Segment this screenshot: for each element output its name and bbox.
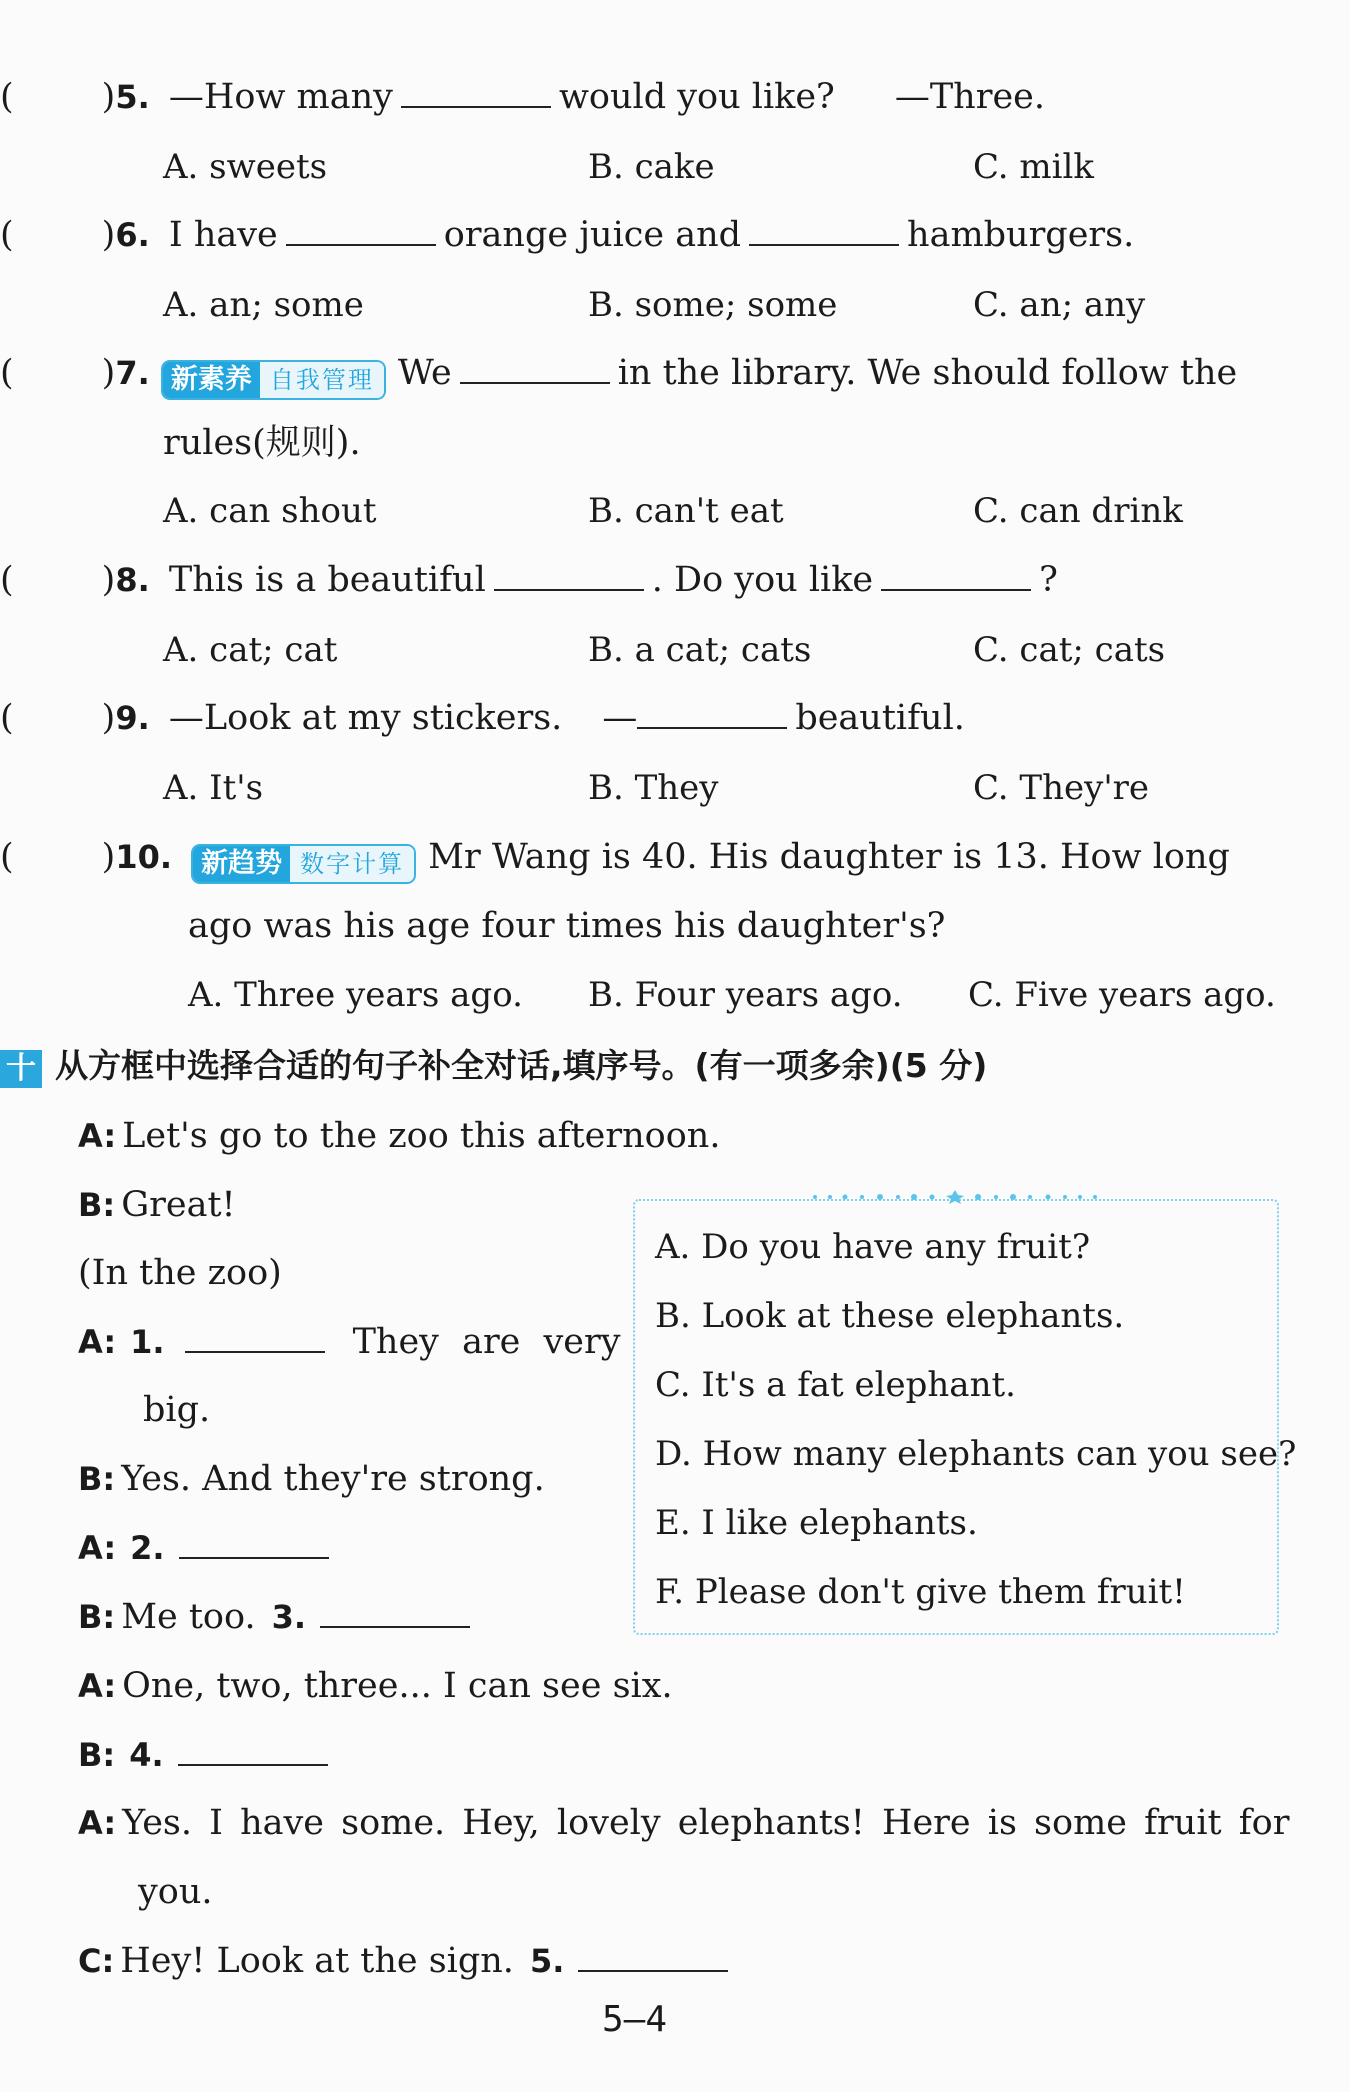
answer-paren-open[interactable]: (: [0, 353, 14, 393]
q10-option-c[interactable]: C. Five years ago.: [968, 975, 1276, 1015]
q5-stem: ( )5. —How many would you like? —Three.: [0, 77, 1045, 117]
answer-blank[interactable]: [286, 243, 436, 246]
answer-blank[interactable]: [637, 726, 787, 729]
q8-option-b[interactable]: B. a cat; cats: [588, 630, 812, 670]
q6-option-a[interactable]: A. an; some: [163, 285, 364, 325]
page-number: 5—4: [602, 1999, 668, 2040]
box-option-e[interactable]: E. I like elephants.: [655, 1503, 978, 1543]
q5-option-c[interactable]: C. milk: [973, 147, 1095, 187]
dialogue-line: B: Great!: [78, 1185, 236, 1225]
question-number: 9.: [115, 699, 150, 737]
q9-stem: ( )9. —Look at my stickers. — beautiful.: [0, 698, 965, 738]
dialogue-line-cont: big.: [143, 1390, 211, 1430]
dialogue-line: B: Me too. 3.: [78, 1600, 478, 1635]
q5-option-a[interactable]: A. sweets: [163, 147, 328, 187]
q7-stem: ( )7. 新素养 自我管理 We in the library. We should follow the: [0, 356, 1237, 400]
q7-option-a[interactable]: A. can shout: [163, 491, 377, 531]
q8-stem: ( )8. This is a beautiful . Do you like ?: [0, 560, 1058, 600]
q9-option-b[interactable]: B. They: [588, 768, 719, 808]
answer-blank-4[interactable]: [178, 1763, 328, 1766]
answer-blank[interactable]: [401, 105, 551, 108]
answer-blank-3[interactable]: [320, 1625, 470, 1628]
answer-blank-2[interactable]: [179, 1556, 329, 1559]
q5-option-b[interactable]: B. cake: [588, 147, 715, 187]
box-option-a[interactable]: A. Do you have any fruit?: [655, 1227, 1091, 1267]
dialogue-scene-note: (In the zoo): [78, 1253, 282, 1293]
q10-option-a[interactable]: A. Three years ago.: [188, 975, 523, 1015]
question-number: 10.: [115, 838, 172, 876]
answer-blank[interactable]: [881, 588, 1031, 591]
question-number: 6.: [115, 216, 150, 254]
q6-stem: ( )6. I have orange juice and hamburgers.: [0, 215, 1135, 255]
q9-option-a[interactable]: A. It's: [163, 768, 264, 808]
answer-paren-open[interactable]: (: [0, 560, 14, 600]
tag-badge: 新素养 自我管理: [161, 360, 386, 400]
tag-badge: 新趋势 数字计算: [191, 844, 416, 884]
answer-blank[interactable]: [494, 588, 644, 591]
box-option-c[interactable]: C. It's a fat elephant.: [655, 1365, 1016, 1405]
dialogue-line: A: Yes. I have some. Hey, lovely elephants! Here is some fruit for: [78, 1803, 1290, 1843]
dialogue-line-cont: you.: [138, 1872, 213, 1912]
box-option-b[interactable]: B. Look at these elephants.: [655, 1296, 1125, 1336]
answer-paren-open[interactable]: (: [0, 837, 14, 877]
q7-option-c[interactable]: C. can drink: [973, 491, 1183, 531]
answer-blank[interactable]: [749, 243, 899, 246]
q10-option-b[interactable]: B. Four years ago.: [588, 975, 903, 1015]
q8-option-c[interactable]: C. cat; cats: [973, 630, 1166, 670]
section-title: 从方框中选择合适的句子补全对话,填序号。(有一项多余)(5 分): [55, 1046, 988, 1085]
answer-blank-5[interactable]: [578, 1969, 728, 1972]
question-number: 8.: [115, 561, 150, 599]
dialogue-line: A: 1. They are very: [78, 1322, 621, 1362]
answer-blank[interactable]: [460, 381, 610, 384]
question-number: 5.: [115, 78, 150, 116]
dialogue-line: A: Let's go to the zoo this afternoon.: [78, 1116, 721, 1156]
q10-stem: ( )10. 新趋势 数字计算 Mr Wang is 40. His daughter is 13. How long: [0, 840, 1230, 884]
answer-paren-open[interactable]: (: [0, 698, 14, 738]
section-number-icon: 十: [0, 1050, 42, 1088]
q7-option-b[interactable]: B. can't eat: [588, 491, 784, 531]
answer-paren-open[interactable]: (: [0, 77, 14, 117]
dialogue-line: C: Hey! Look at the sign. 5.: [78, 1944, 736, 1979]
answer-blank-1[interactable]: [185, 1350, 325, 1353]
q10-stem-cont: ago was his age four times his daughter's?: [188, 906, 946, 946]
q6-option-b[interactable]: B. some; some: [588, 285, 838, 325]
dialogue-line: A: One, two, three... I can see six.: [78, 1666, 673, 1706]
q6-option-c[interactable]: C. an; any: [973, 285, 1146, 325]
q9-option-c[interactable]: C. They're: [973, 768, 1150, 808]
box-decoration-icon: [810, 1190, 1100, 1204]
box-option-d[interactable]: D. How many elephants can you see?: [655, 1434, 1297, 1474]
answer-paren-open[interactable]: (: [0, 215, 14, 255]
dialogue-line: B: Yes. And they're strong.: [78, 1459, 545, 1499]
question-number: 7.: [115, 354, 150, 392]
dialogue-line: B: 4.: [78, 1738, 336, 1773]
box-option-f[interactable]: F. Please don't give them fruit!: [655, 1572, 1186, 1612]
dialogue-line: A: 2.: [78, 1531, 337, 1566]
q7-stem-cont: rules(规则).: [163, 423, 361, 463]
q8-option-a[interactable]: A. cat; cat: [163, 630, 338, 670]
